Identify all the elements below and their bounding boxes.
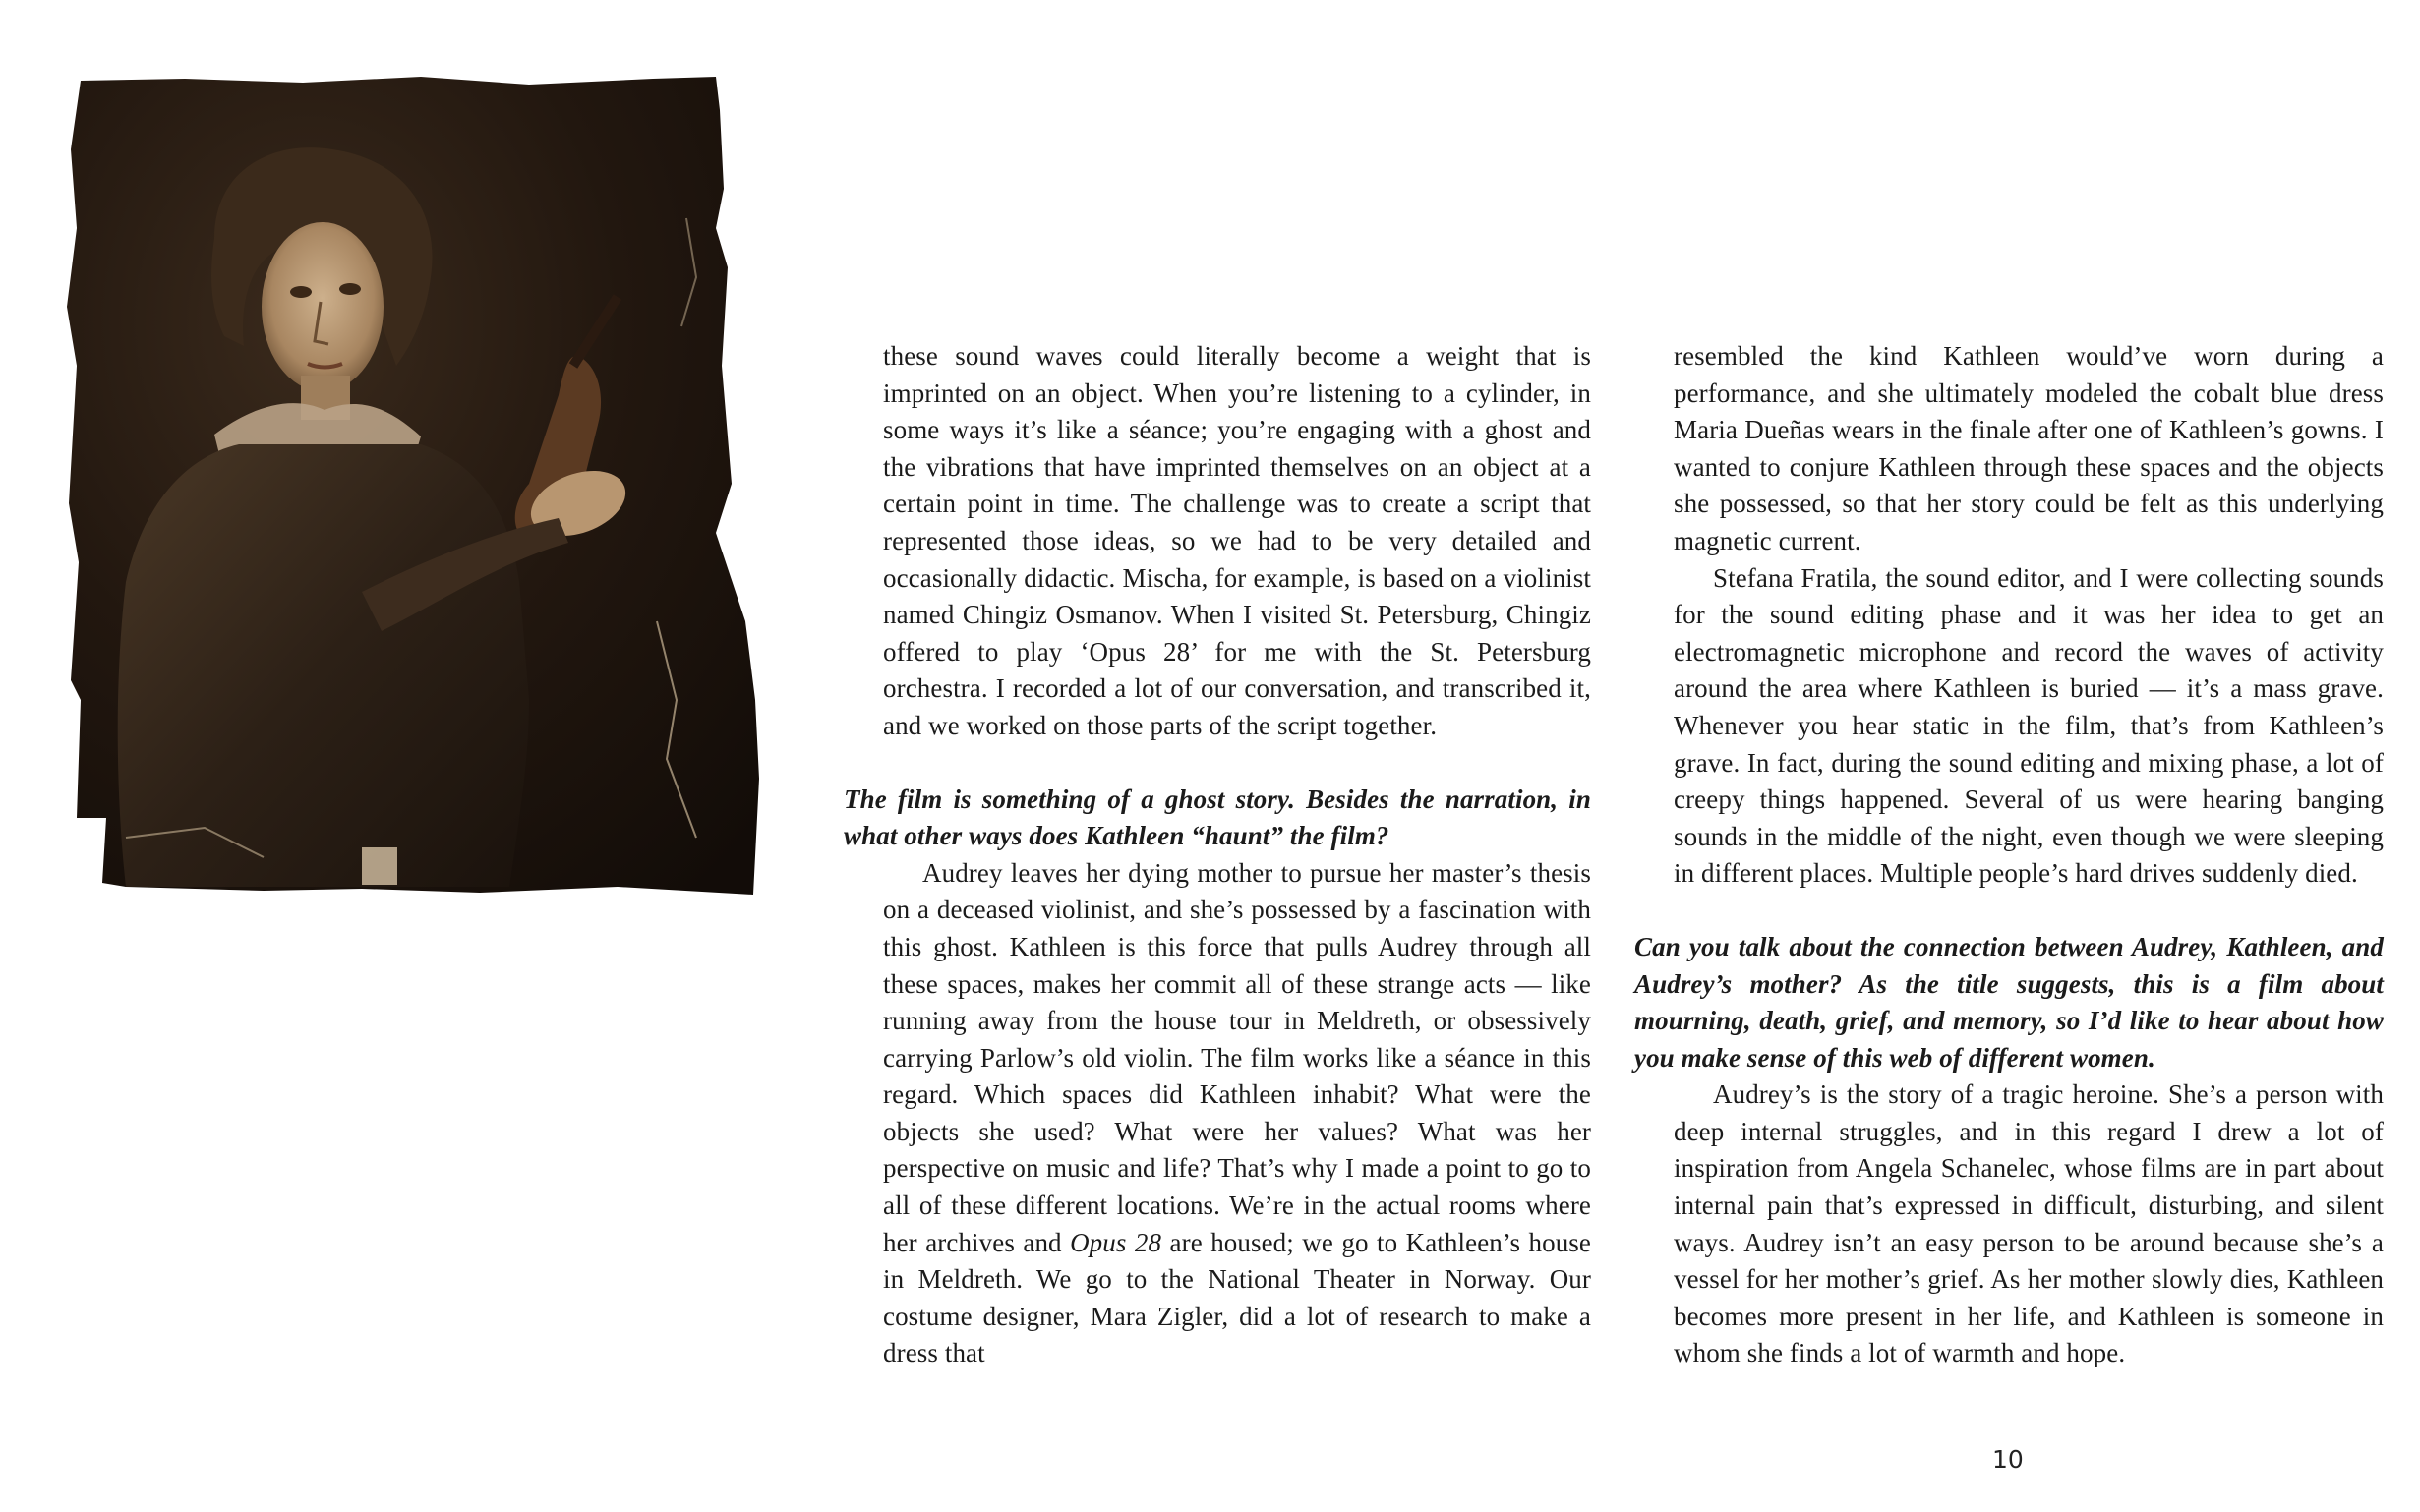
interview-question: The film is something of a ghost story. Besides the narration, in what other ways does Kathleen “haunt” the film? xyxy=(844,784,1591,851)
page-number: 10 xyxy=(1992,1445,2024,1474)
body-paragraph: these sound waves could literally become a weight that is imprinted on an object. When you’re listening to a cylinder, in some ways it’s like a séance; you’re engaging with a ghost and the vibrations that have imprinted themselves on an object at a certain point in time. The challenge was to create a script that represented those ideas, so we had to be very detailed and occasionally didactic. Mischa, for example, is based on a violinist named Chingiz Osmanov. When I visited St. Petersburg, Chingiz offered to play ‘Opus 28’ for me with the St. Petersburg orchestra. I recorded a lot of our conversation, and transcribed it, and we worked on those parts of the script together. xyxy=(883,341,1591,740)
body-text: Audrey leaves her dying mother to pursue her master’s thesis on a deceased violinist, and she’s possessed by a fascination with this ghost. Kathleen is this force that pulls Audrey through all these spaces, makes her commit all of these strange acts — like running away from the house tour in Meldreth, or obsessively carrying Parlow’s old violin. The film works like a séance in this regard. Which spaces did Kathleen inhabit? What were the objects she used? What were her values? What was her perspective on music and life? That’s why I made a point to go to all of these different locations. We’re in the actual rooms where her archives and xyxy=(883,857,1591,1257)
title-italic: Opus 28 xyxy=(1070,1227,1162,1257)
body-paragraph: resembled the kind Kathleen would’ve worn during a performance, and she ultimately modeled the cobalt blue dress Maria Dueñas wears in the finale after one of Kathleen’s gowns. I wanted to conjure Kathleen through these spaces and the objects she possessed, so that her story could be felt as this underlying magnetic current. xyxy=(1674,341,2384,555)
body-paragraph: Stefana Fratila, the sound editor, and I were collecting sounds for the sound editing phase and it was her idea to get an electromagnetic microphone and record the waves of activity around the area where Kathleen is buried — it’s a mass grave. Whenever you hear static in the film, that’s from Kathleen’s grave. In fact, during the sound editing and mixing phase, a lot of creepy things happened. Several of us were hearing banging sounds in the middle of the night, even though we were sleeping in different places. Multiple people’s hard drives suddenly died. xyxy=(1674,562,2384,889)
body-paragraph xyxy=(844,855,1591,1372)
interview-question: Can you talk about the connection between Audrey, Kathleen, and Audrey’s mother? As the title suggests, this is a film about mourning, death, grief, and memory, so I’d like to hear about how you make sense of this web of different women. xyxy=(1634,931,2384,1073)
portrait-photo-graphic xyxy=(67,71,767,895)
body-text: are housed; we go to Kathleen’s house in Meldreth. We go to the National Theater in Norway. Our costume designer, Mara Zigler, did a lot of research to make a dress that xyxy=(883,1227,1591,1368)
portrait-photo xyxy=(67,71,767,895)
article-column-right xyxy=(1634,338,2384,1372)
article-column-left xyxy=(844,338,1591,1372)
body-paragraph: Audrey’s is the story of a tragic heroine. She’s a person with deep internal struggles, and in this regard I drew a lot of inspiration from Angela Schanelec, whose films are in part about internal pain that’s expressed in difficult, disturbing, and silent ways. Audrey isn’t an easy person to be around because she’s a vessel for her mother’s grief. As her mother slowly dies, Kathleen becomes more present in her life, and Kathleen is someone in whom she finds a lot of warmth and hope. xyxy=(1674,1079,2384,1368)
